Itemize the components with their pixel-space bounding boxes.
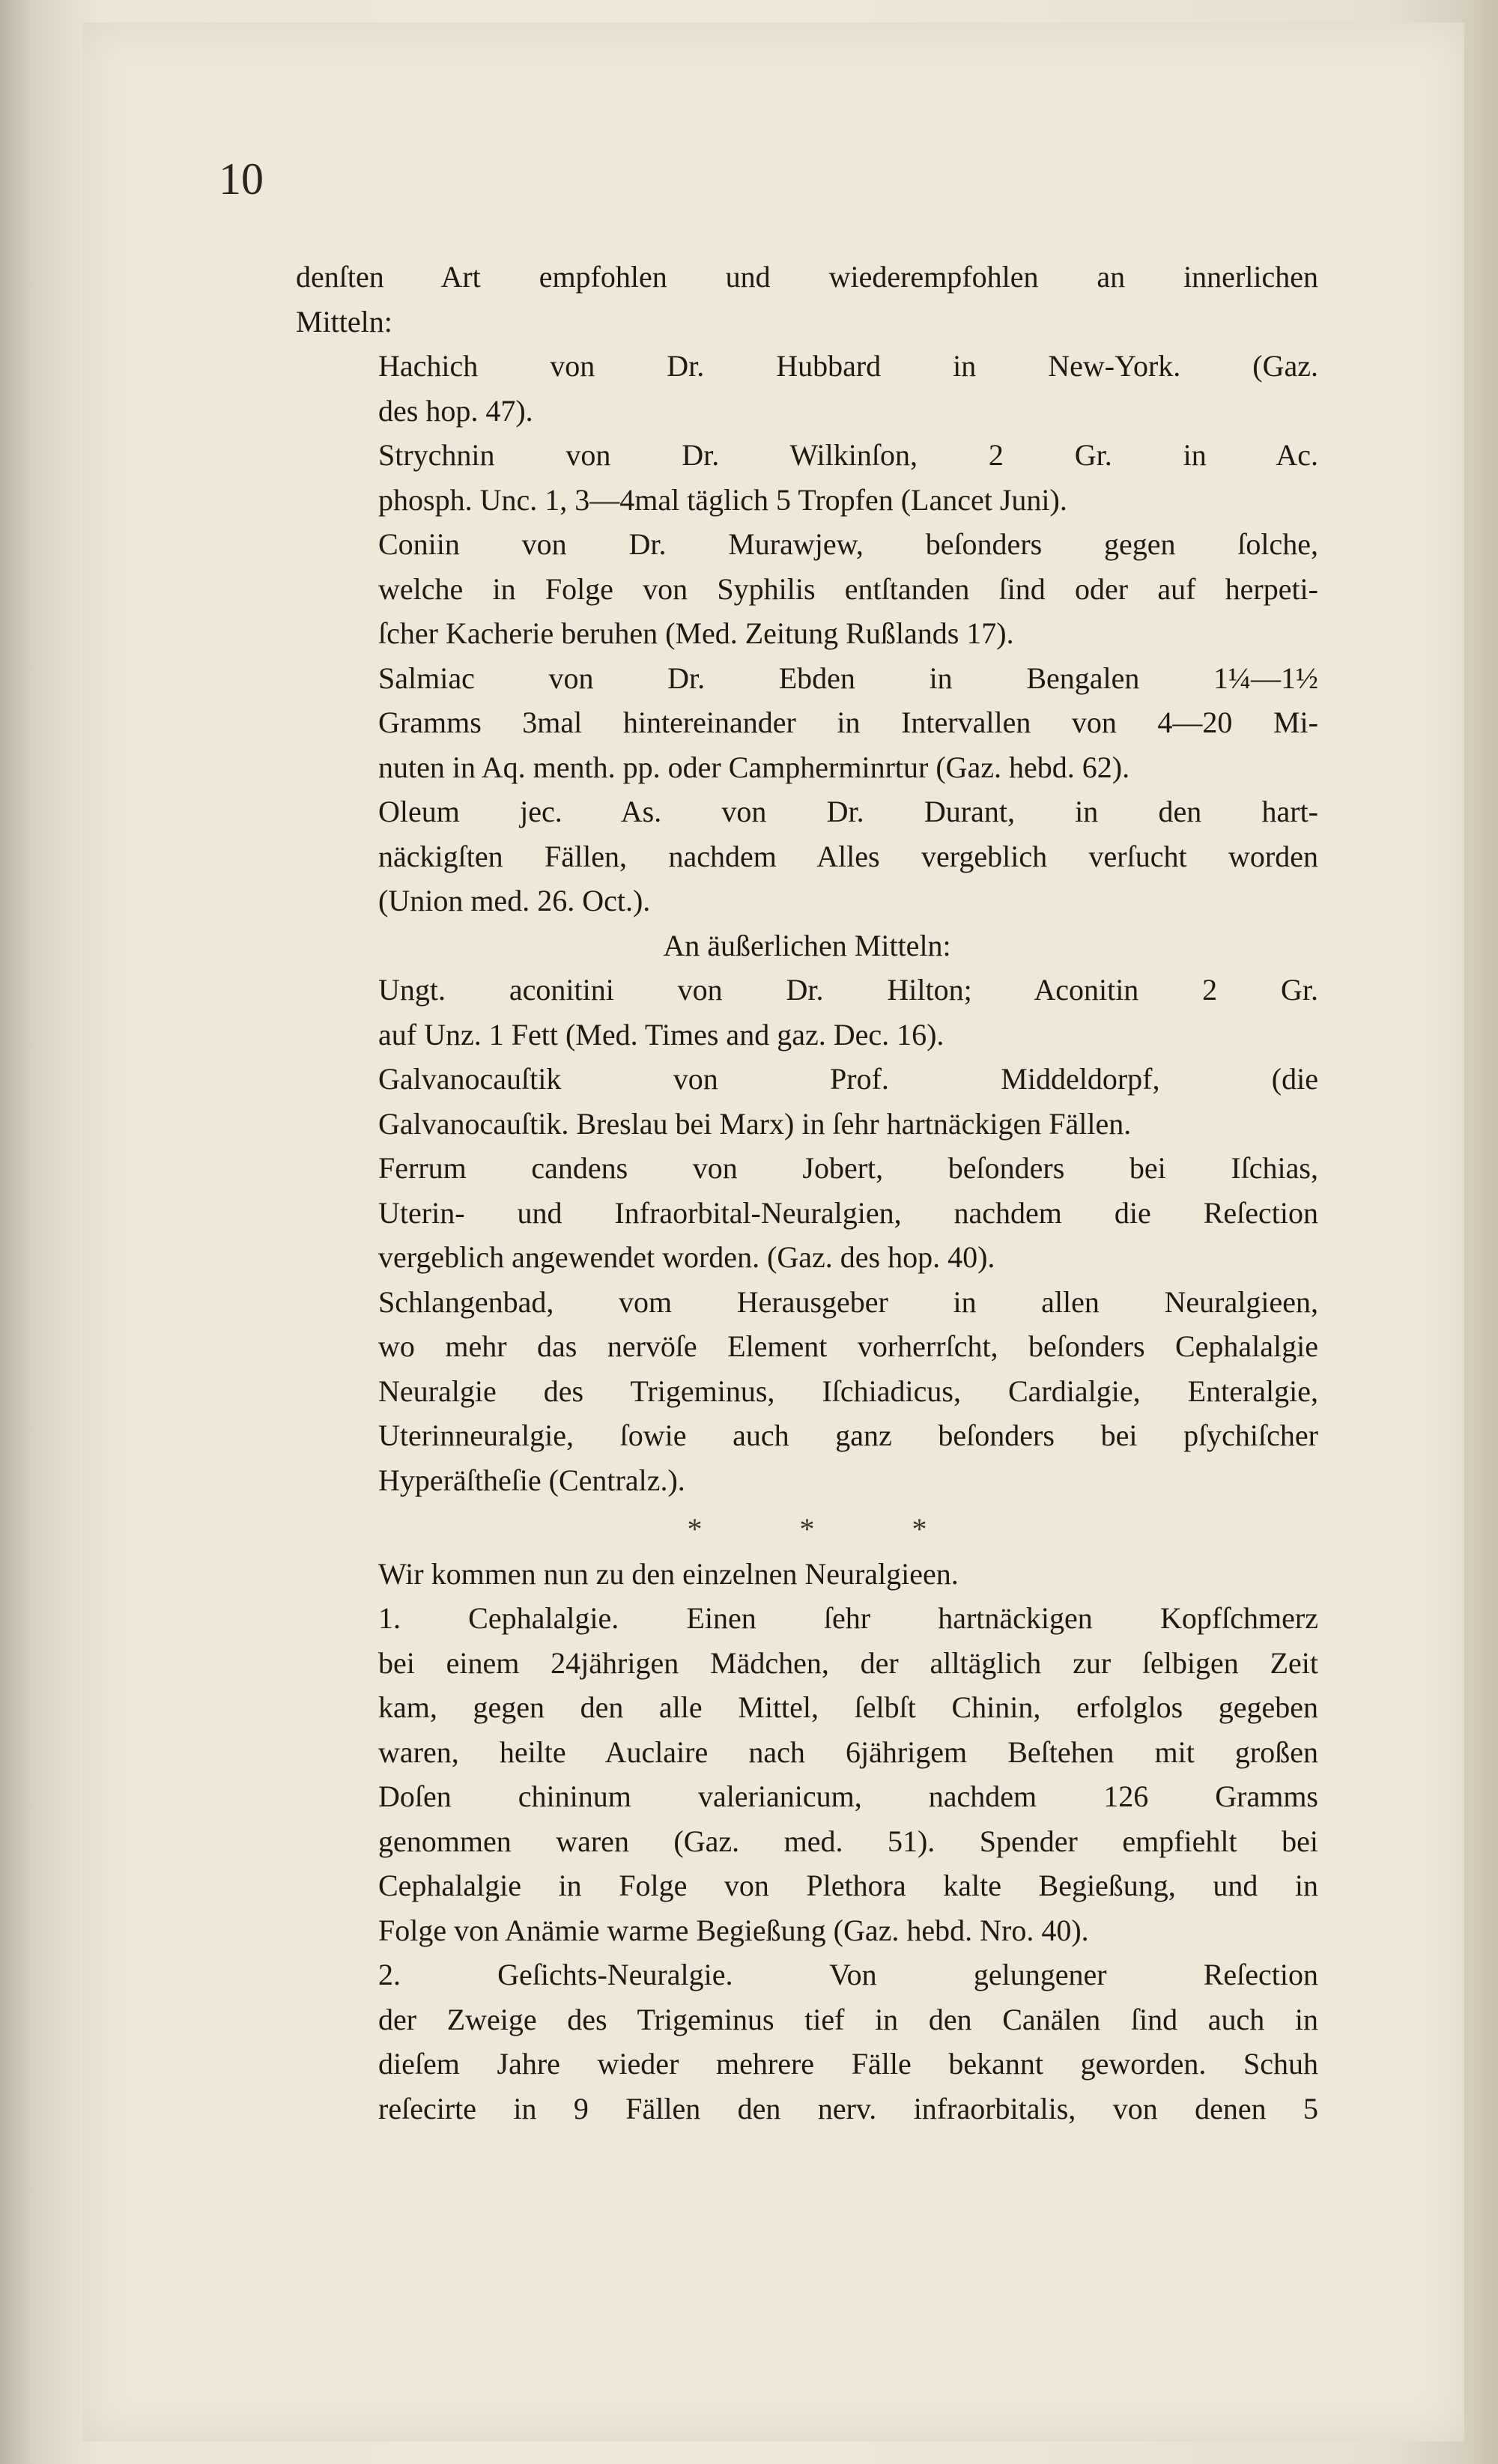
text-line: auf Unz. 1 Fett (Med. Times and gaz. Dec. 16). [378, 1017, 944, 1052]
text-line: Uterinneuralgie, ſowie auch ganz beſonders bei pſychiſcher [378, 1418, 1318, 1452]
paragraph [296, 1146, 1318, 1280]
section-divider-asterisks [296, 1507, 1318, 1552]
paragraph [296, 1280, 1318, 1503]
text-line: Ferrum candens von Jobert, beſonders bei Iſchias, [378, 1151, 1318, 1185]
text-line: Doſen chininum valerianicum, nachdem 126 Gramms [378, 1779, 1318, 1813]
text-line: Neuralgie des Trigeminus, Iſchiadicus, Cardialgie, Enteralgie, [378, 1374, 1318, 1408]
text-line: ſcher Kacherie beruhen (Med. Zeitung Rußlands 17). [378, 616, 1014, 650]
text-line: An äußerlichen Mitteln: [663, 928, 951, 962]
page-number: 10 [219, 154, 264, 204]
text-line: Hachich von Dr. Hubbard in New-York. (Gaz. [378, 349, 1318, 383]
text-line: Schlangenbad, vom Herausgeber in allen Neuralgieen, [378, 1284, 1318, 1319]
text-line: Coniin von Dr. Murawjew, beſonders gegen ſolche, [378, 527, 1318, 561]
text-line: Ungt. aconitini von Dr. Hilton; Aconitin 2 Gr. [378, 973, 1318, 1007]
body-text [296, 255, 1318, 2131]
text-line: Strychnin von Dr. Wilkinſon, 2 Gr. in Ac. [378, 438, 1318, 472]
text-line: waren, heilte Auclaire nach 6jährigem Beſtehen mit großen [378, 1735, 1318, 1769]
text-line: Oleum jec. As. von Dr. Durant, in den hart- [378, 795, 1318, 828]
text-line: genommen waren (Gaz. med. 51). Spender empfiehlt bei [378, 1824, 1318, 1858]
paragraph [296, 255, 1318, 344]
text-line: 2. Geſichts-Neuralgie. Von gelungener Reſection [378, 1958, 1318, 1991]
text-line: Folge von Anämie warme Begießung (Gaz. hebd. Nro. 40). [378, 1913, 1089, 1947]
text-line: Uterin- und Infraorbital-Neuralgien, nachdem die Reſection [378, 1195, 1318, 1230]
section-heading [296, 923, 1318, 968]
paragraph [296, 789, 1318, 923]
text-line: (Union med. 26. Oct.). [378, 884, 651, 917]
text-line: wo mehr das nervöſe Element vorherrſcht, beſonders Cephalalgie [378, 1329, 1318, 1363]
paragraph [296, 1952, 1318, 2131]
text-line: 1. Cephalalgie. Einen ſehr hartnäckigen Kopfſchmerz [378, 1601, 1318, 1635]
paragraph [296, 656, 1318, 790]
text-line: nuten in Aq. menth. pp. oder Campherminrtur (Gaz. hebd. 62). [378, 750, 1130, 784]
text-line: welche in Folge von Syphilis entſtanden ſind oder auf herpeti- [378, 571, 1318, 606]
text-line: des hop. 47). [378, 393, 533, 428]
paragraph [296, 968, 1318, 1057]
text-line: dieſem Jahre wieder mehrere Fälle bekannt geworden. Schuh [378, 2047, 1318, 2081]
text-line: phosph. Unc. 1, 3—4mal täglich 5 Tropfen (Lancet Juni). [378, 482, 1067, 517]
paragraph [296, 1552, 1318, 1597]
text-line: Salmiac von Dr. Ebden in Bengalen 1¼—1½ [378, 661, 1318, 695]
paragraph [296, 1596, 1318, 1952]
text-line: Galvanocauſtik. Breslau bei Marx) in ſehr hartnäckigen Fällen. [378, 1106, 1132, 1141]
text-line: bei einem 24jährigen Mädchen, der alltäglich zur ſelbigen Zeit [378, 1645, 1318, 1680]
text-line: der Zweige des Trigeminus tief in den Canälen ſind auch in [378, 2002, 1318, 2036]
paragraph [296, 522, 1318, 656]
text-line: vergeblich angewendet worden. (Gaz. des hop. 40). [378, 1240, 995, 1274]
text-line: Galvanocauſtik von Prof. Middeldorpf, (die [378, 1062, 1318, 1096]
paragraph [296, 1057, 1318, 1146]
text-line: Gramms 3mal hintereinander in Intervallen von 4—20 Mi- [378, 705, 1318, 739]
text-line: Mitteln: [296, 304, 392, 339]
text-line: Cephalalgie in Folge von Plethora kalte Begießung, und in [378, 1869, 1318, 1902]
text-line: * * * [687, 1512, 927, 1546]
paragraph [296, 433, 1318, 522]
text-line: reſecirte in 9 Fällen den nerv. infraorbitalis, von denen 5 [378, 2091, 1318, 2125]
text-line: Wir kommen nun zu den einzelnen Neuralgieen. [378, 1556, 959, 1591]
text-line: näckigſten Fällen, nachdem Alles vergeblich verſucht worden [378, 839, 1318, 873]
text-line: denſten Art empfohlen und wiederempfohlen an innerlichen [296, 260, 1318, 294]
paragraph [296, 344, 1318, 433]
text-line: Hyperäſtheſie (Centralz.). [378, 1463, 685, 1497]
text-line: kam, gegen den alle Mittel, ſelbſt Chinin, erfolglos gegeben [378, 1690, 1318, 1724]
